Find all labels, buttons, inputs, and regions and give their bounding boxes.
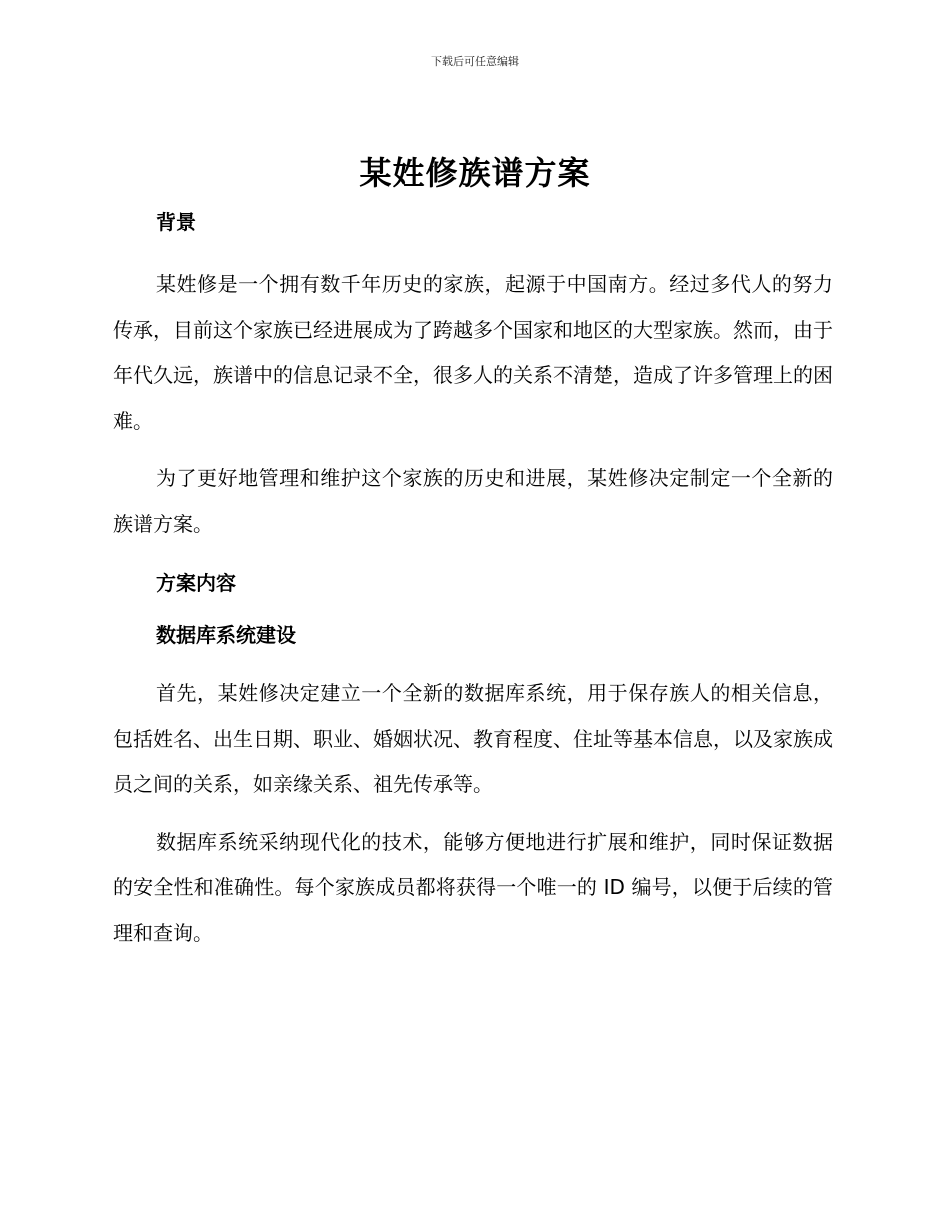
paragraph-database-1: 首先，某姓修决定建立一个全新的数据库系统，用于保存族人的相关信息，包括姓名、出生日期、职业、婚姻状况、教育程度、住址等基本信息，以及家族成员之间的关系，如亲缘关系、祖先传承等。 [113,681,833,796]
paragraph-background-1: 某姓修是一个拥有数千年历史的家族，起源于中国南方。经过多代人的努力传承，目前这个家族已经进展成为了跨越多个国家和地区的大型家族。然而，由于年代久远，族谱中的信息记录不全，很多人的关系不清楚，造成了许多管理上的困难。 [113,272,833,433]
header-note: 下载后可任意编辑 [431,55,519,68]
section-heading-background: 背景 [156,210,196,234]
document-title: 某姓修族谱方案 [359,154,591,192]
section-heading-database: 数据库系统建设 [156,623,296,647]
paragraph-database-2: 数据库系统采纳现代化的技术，能够方便地进行扩展和维护，同时保证数据的安全性和准确性。每个家族成员都将获得一个唯一的 ID 编号，以便于后续的管理和查询。 [113,829,833,945]
paragraph-background-2: 为了更好地管理和维护这个家族的历史和进展，某姓修决定制定一个全新的族谱方案。 [113,466,833,536]
document-body [113,206,833,956]
section-heading-plan: 方案内容 [156,571,236,595]
